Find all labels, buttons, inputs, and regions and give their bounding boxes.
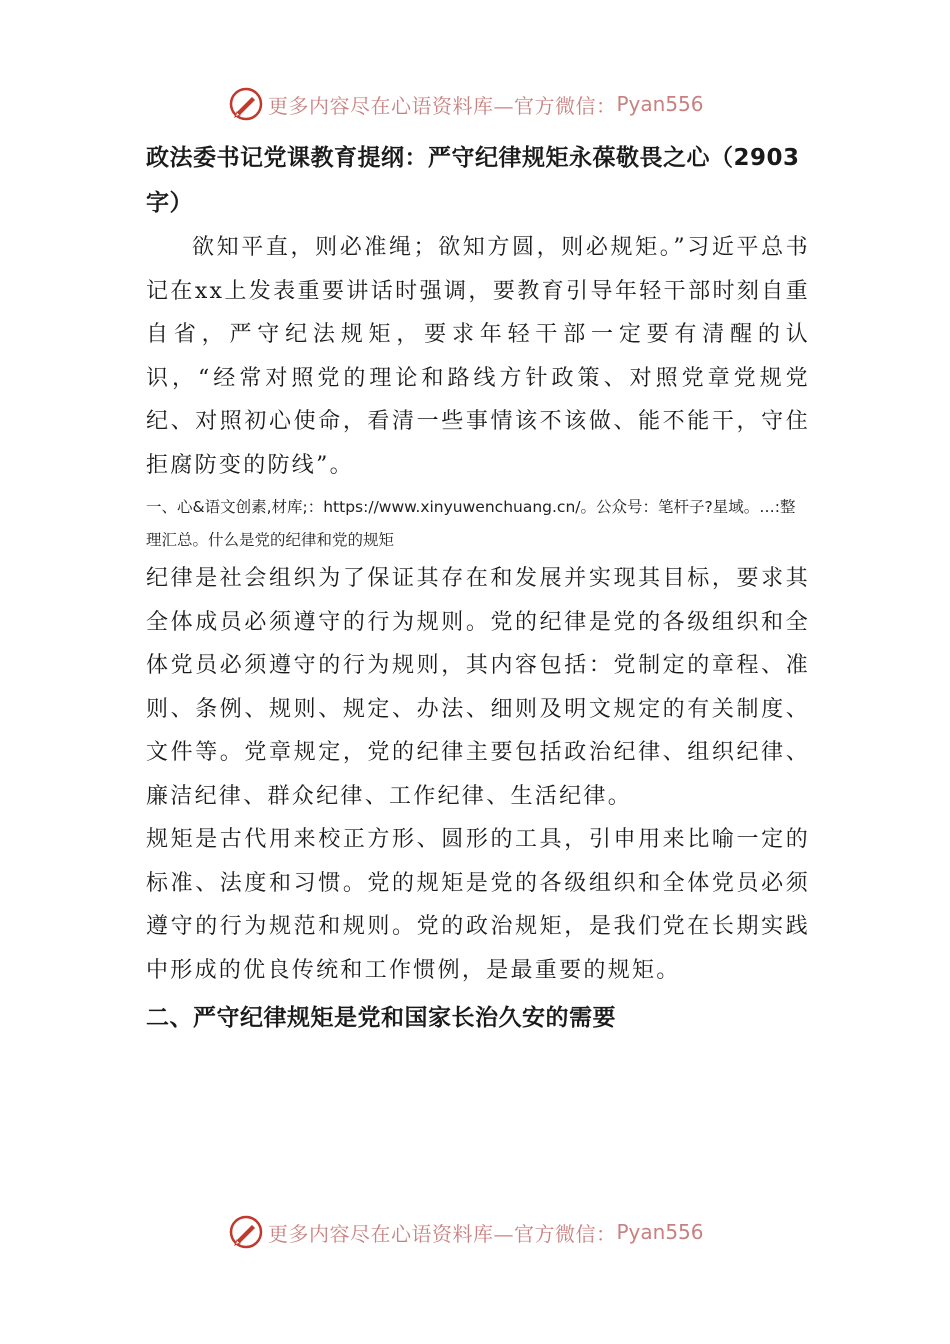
footer-banner-text: 更多内容尽在心语资料库—官方微信： [268, 1221, 617, 1246]
source-note: 一、心&语文创素,材库;：https://www.xinyuwenchuang.cn/。公众号：笔杆子?星域。…:整理汇总。什么是党的纪律和党的规矩 [146, 498, 796, 549]
pen-logo-icon [228, 86, 264, 122]
document-body [146, 136, 810, 1040]
document-title: 政法委书记党课教育提纲：严守纪律规矩永葆敬畏之心（2903字） [146, 145, 800, 216]
discipline-paragraph: 纪律是社会组织为了保证其存在和发展并实现其目标，要求其全体成员必须遵守的行为规则。党的纪律是党的各级组织和全体党员必须遵守的行为规则，其内容包括：党制定的章程、准则、条例、规则、规定、办法、细则及明文规定的有关制度、文件等。党章规定，党的纪律主要包括政治纪律、组织纪律、廉洁纪律、群众纪律、工作纪律、生活纪律。 [146, 566, 810, 809]
header-banner [228, 84, 748, 124]
rules-paragraph: 规矩是古代用来校正方形、圆形的工具，引申用来比喻一定的标准、法度和习惯。党的规矩是党的各级组织和全体党员必须遵守的行为规范和规则。党的政治规矩，是我们党在长期实践中形成的优良传统和工作惯例，是最重要的规矩。 [146, 827, 810, 983]
footer-banner [228, 1212, 748, 1252]
header-banner-text: 更多内容尽在心语资料库—官方微信： [268, 93, 617, 118]
intro-paragraph: 欲知平直，则必准绳；欲知方圆，则必规矩。”习近平总书记在xx上发表重要讲话时强调，要教育引导年轻干部时刻自重自省，严守纪法规矩，要求年轻干部一定要有清醒的认识，“经常对照党的理论和路线方针政策、对照党章党规党纪、对照初心使命，看清一些事情该不该做、能不能干，守住拒腐防变的防线”。 [146, 235, 810, 478]
section-heading-2: 二、严守纪律规矩是党和国家长治久安的需要 [146, 1005, 616, 1031]
footer-wechat-id: Pyan556 [616, 1220, 704, 1244]
header-wechat-id: Pyan556 [616, 92, 704, 116]
pen-logo-icon [228, 1214, 264, 1250]
